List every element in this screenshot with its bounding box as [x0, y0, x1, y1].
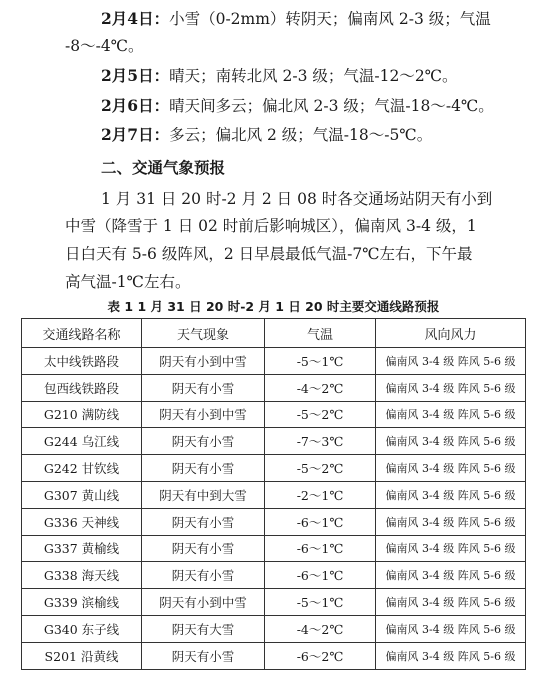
- table-caption: 表 1 1 月 31 日 20 时-2 月 1 日 20 时主要交通线路预报: [107, 299, 440, 314]
- temperature-cell: -5～1℃: [265, 589, 376, 616]
- weather-cell: 阴天有大雪: [142, 615, 265, 642]
- weather-cell: 阴天有小到中雪: [142, 589, 265, 616]
- paragraph-line: 日白天有 5-6 级阵风，2 日早晨最低气温-7℃左右，下午最: [65, 245, 473, 263]
- weather-cell: 阴天有小雪: [142, 374, 265, 401]
- table-row: [22, 535, 526, 562]
- column-header-weather: 天气现象: [142, 319, 265, 348]
- temperature-cell: -5～2℃: [265, 401, 376, 428]
- forecast-day-feb6: [101, 96, 494, 116]
- column-header-route: 交通线路名称: [22, 319, 142, 348]
- route-name-cell: 太中线铁路段: [22, 348, 142, 375]
- route-name-cell: G337 黄榆线: [22, 535, 142, 562]
- table-row: [22, 481, 526, 508]
- forecast-date: 2月4日：: [101, 9, 170, 28]
- weather-cell: 阴天有小雪: [142, 535, 265, 562]
- wind-cell: 偏南风 3-4 级 阵风 5-6 级: [376, 562, 526, 589]
- forecast-text: 晴天；南转北风 2-3 级；气温-12～2℃。: [169, 67, 458, 85]
- temperature-cell: -6～1℃: [265, 535, 376, 562]
- wind-cell: 偏南风 3-4 级 阵风 5-6 级: [376, 589, 526, 616]
- wind-cell: 偏南风 3-4 级 阵风 5-6 级: [376, 455, 526, 482]
- weather-cell: 阴天有中到大雪: [142, 481, 265, 508]
- route-name-cell: G340 东子线: [22, 615, 142, 642]
- temperature-cell: -2～1℃: [265, 481, 376, 508]
- table-row: [22, 401, 526, 428]
- forecast-day-feb4-continued: [65, 36, 144, 56]
- wind-cell: 偏南风 3-4 级 阵风 5-6 级: [376, 428, 526, 455]
- weather-cell: 阴天有小到中雪: [142, 348, 265, 375]
- column-header-temperature: 气温: [265, 319, 376, 348]
- forecast-day-feb7: [101, 125, 432, 145]
- weather-cell: 阴天有小雪: [142, 562, 265, 589]
- route-name-cell: G307 黄山线: [22, 481, 142, 508]
- weather-cell: 阴天有小雪: [142, 642, 265, 669]
- temperature-cell: -4～2℃: [265, 374, 376, 401]
- table-row: [22, 374, 526, 401]
- temperature-cell: -6～2℃: [265, 642, 376, 669]
- route-name-cell: G339 滨榆线: [22, 589, 142, 616]
- route-forecast-table: [21, 318, 526, 670]
- temperature-cell: -7～3℃: [265, 428, 376, 455]
- forecast-date: 2月6日：: [101, 96, 170, 115]
- wind-cell: 偏南风 3-4 级 阵风 5-6 级: [376, 642, 526, 669]
- forecast-text: -8～-4℃。: [65, 37, 144, 55]
- route-name-cell: G338 海天线: [22, 562, 142, 589]
- forecast-text: 小雪（0-2mm）转阴天；偏南风 2-3 级；气温: [169, 10, 491, 28]
- weather-cell: 阴天有小雪: [142, 508, 265, 535]
- forecast-text: 晴天间多云；偏北风 2-3 级；气温-18～-4℃。: [169, 97, 494, 115]
- weather-cell: 阴天有小到中雪: [142, 401, 265, 428]
- forecast-day-feb4: [101, 9, 491, 29]
- table-row: [22, 348, 526, 375]
- temperature-cell: -6～1℃: [265, 562, 376, 589]
- route-name-cell: S201 沿黄线: [22, 642, 142, 669]
- section-heading: 二、交通气象预报: [101, 159, 226, 177]
- forecast-date: 2月7日：: [101, 125, 170, 144]
- table-row: [22, 428, 526, 455]
- route-name-cell: G336 天神线: [22, 508, 142, 535]
- route-name-cell: 包西线铁路段: [22, 374, 142, 401]
- column-header-wind: 风向风力: [376, 319, 526, 348]
- route-name-cell: G242 甘钦线: [22, 455, 142, 482]
- temperature-cell: -6～1℃: [265, 508, 376, 535]
- temperature-cell: -5～2℃: [265, 455, 376, 482]
- weather-cell: 阴天有小雪: [142, 455, 265, 482]
- table-row: [22, 562, 526, 589]
- wind-cell: 偏南风 3-4 级 阵风 5-6 级: [376, 615, 526, 642]
- forecast-date: 2月5日：: [101, 66, 170, 85]
- table-row: [22, 642, 526, 669]
- temperature-cell: -4～2℃: [265, 615, 376, 642]
- route-name-cell: G210 满防线: [22, 401, 142, 428]
- temperature-cell: -5～1℃: [265, 348, 376, 375]
- forecast-day-feb5: [101, 66, 458, 86]
- table-row: [22, 589, 526, 616]
- paragraph-line: 高气温-1℃左右。: [65, 273, 191, 291]
- wind-cell: 偏南风 3-4 级 阵风 5-6 级: [376, 348, 526, 375]
- wind-cell: 偏南风 3-4 级 阵风 5-6 级: [376, 535, 526, 562]
- table-row: [22, 615, 526, 642]
- wind-cell: 偏南风 3-4 级 阵风 5-6 级: [376, 374, 526, 401]
- wind-cell: 偏南风 3-4 级 阵风 5-6 级: [376, 508, 526, 535]
- paragraph-line: 中雪（降雪于 1 日 02 时前后影响城区），偏南风 3-4 级，1: [65, 217, 477, 235]
- forecast-text: 多云；偏北风 2 级；气温-18～-5℃。: [169, 126, 433, 144]
- table-row: [22, 508, 526, 535]
- table-header-row: [22, 319, 526, 348]
- route-name-cell: G244 乌江线: [22, 428, 142, 455]
- wind-cell: 偏南风 3-4 级 阵风 5-6 级: [376, 401, 526, 428]
- table-row: [22, 455, 526, 482]
- paragraph-line: 1 月 31 日 20 时-2 月 2 日 08 时各交通场站阴天有小到: [101, 190, 493, 208]
- weather-cell: 阴天有小雪: [142, 428, 265, 455]
- wind-cell: 偏南风 3-4 级 阵风 5-6 级: [376, 481, 526, 508]
